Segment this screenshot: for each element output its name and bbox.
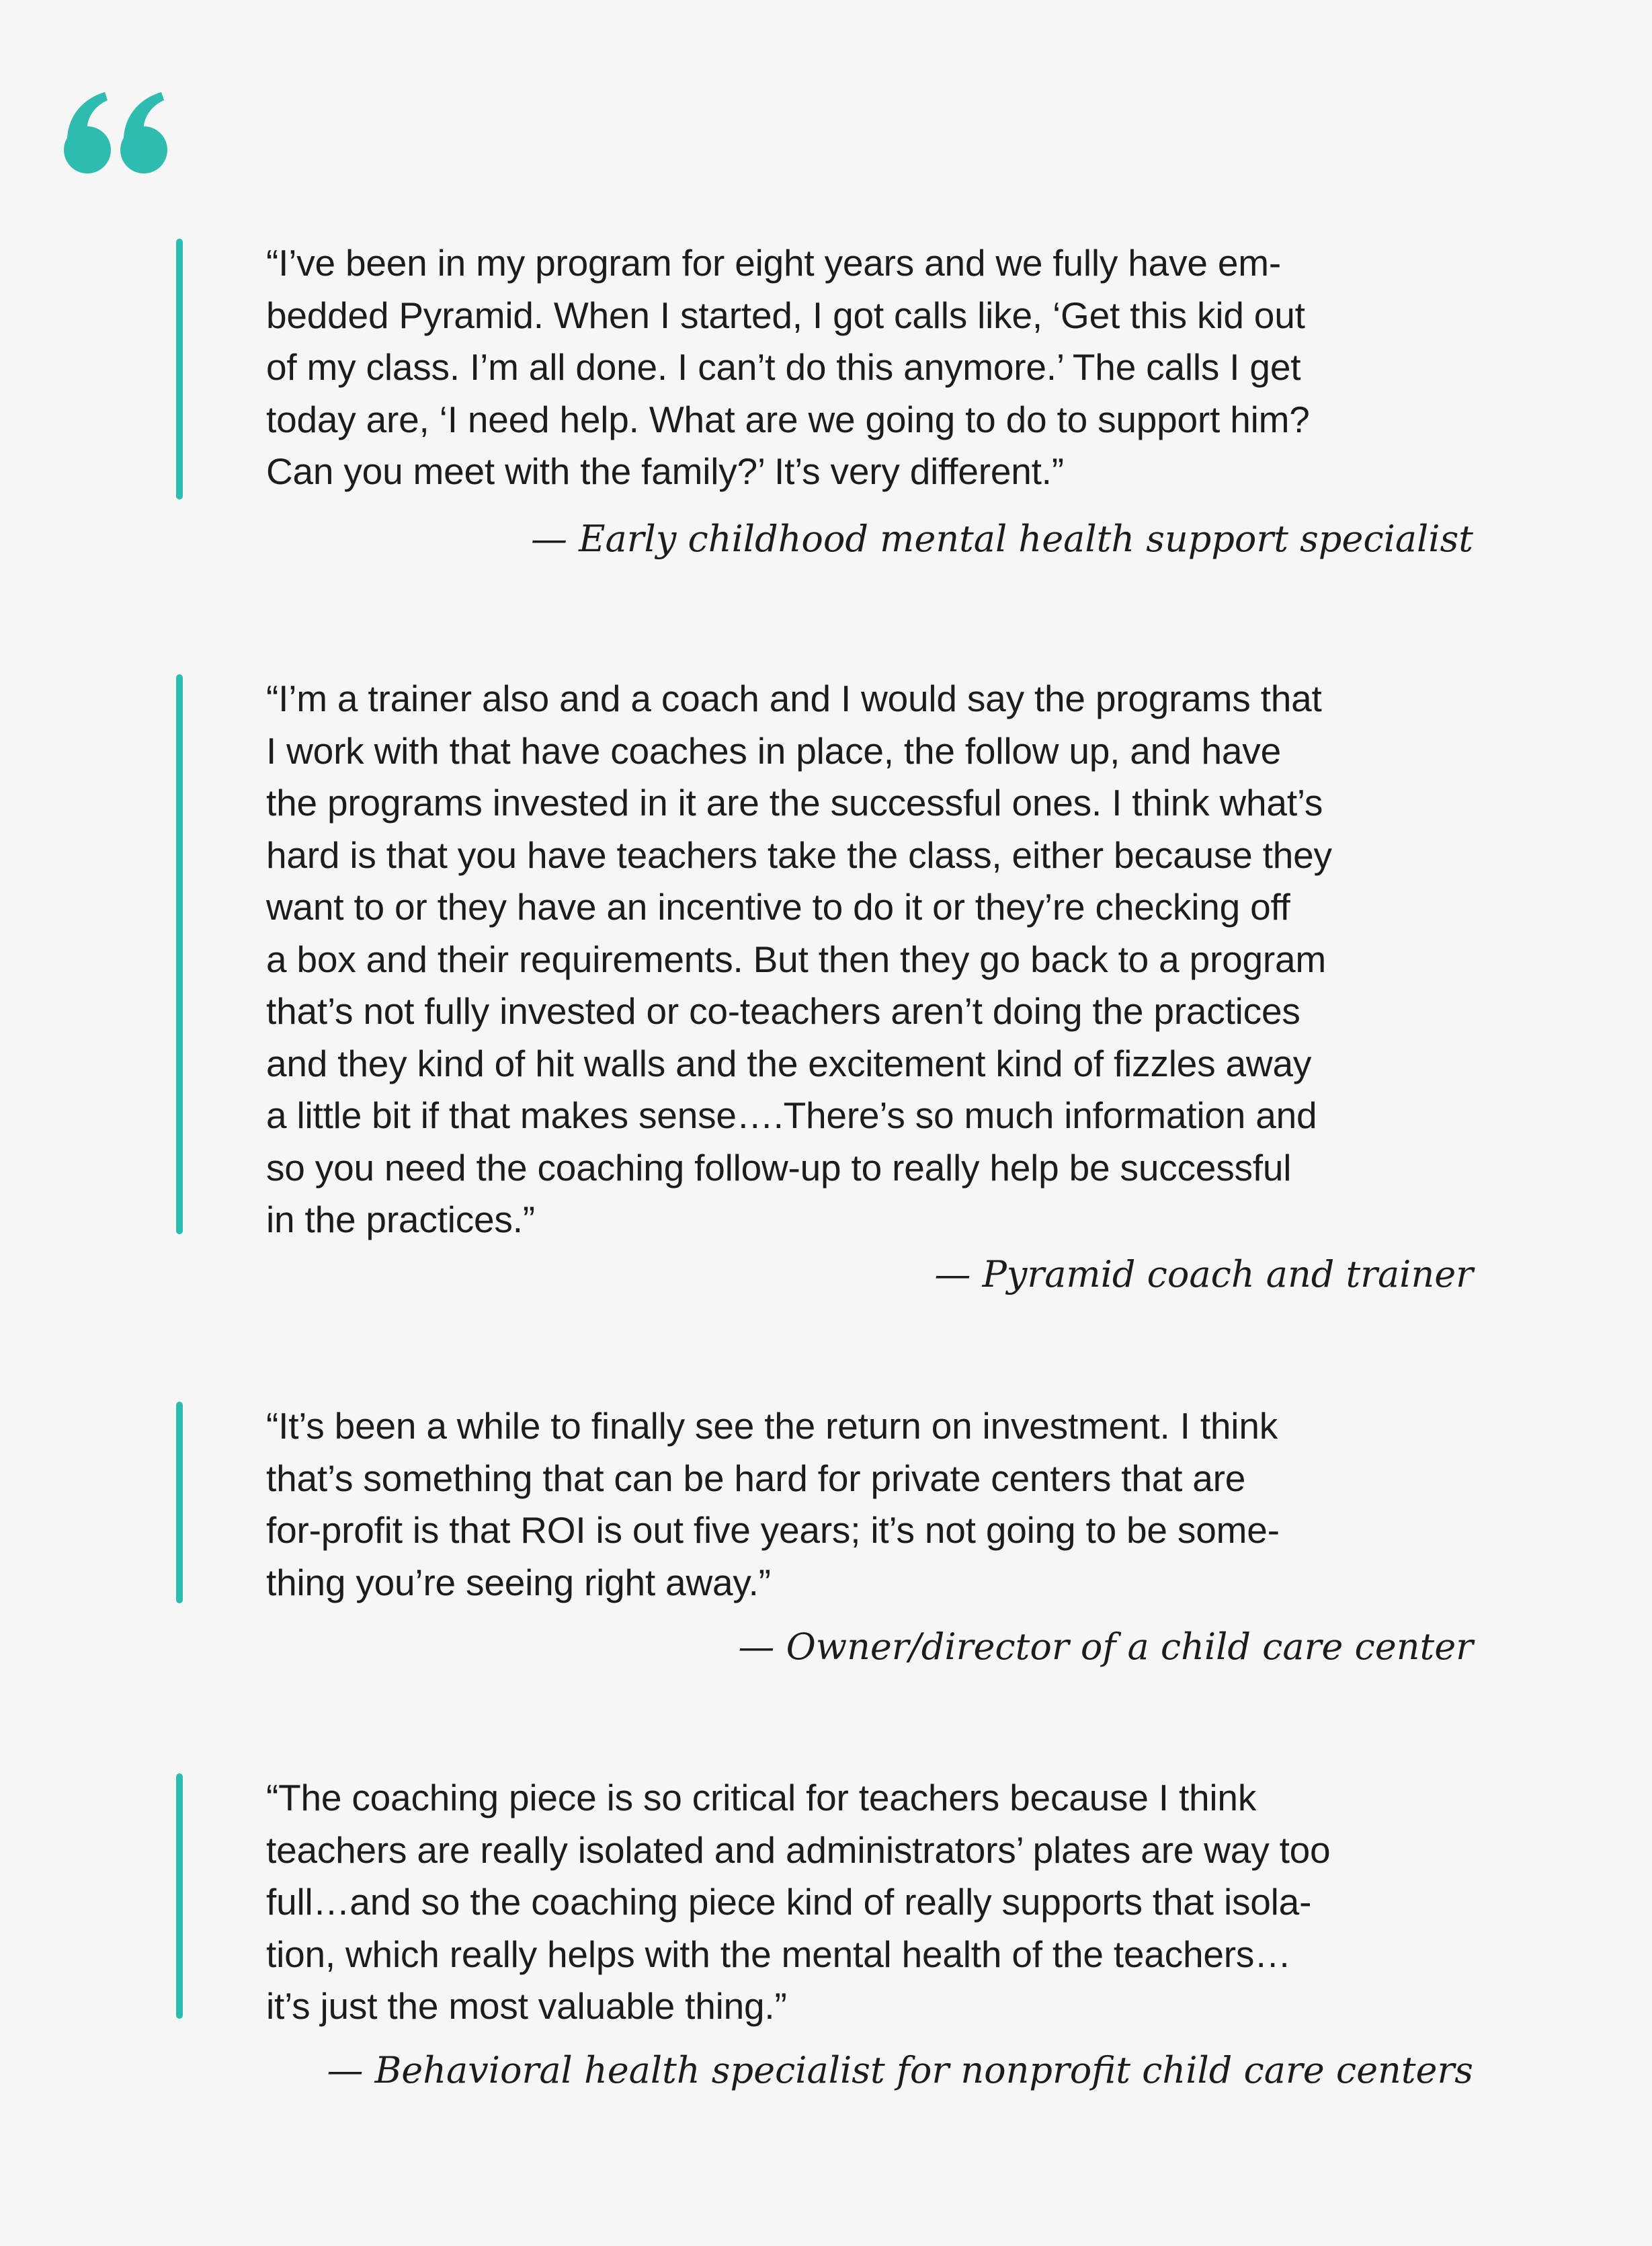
quote-accent-bar (176, 1773, 183, 2019)
quote-line: it’s just the most valuable thing.” (266, 1985, 787, 2027)
quote-line: today are, ‘I need help. What are we going to do to support him? (266, 398, 1310, 440)
quote-line: so you need the coaching follow-up to really help be successful (266, 1146, 1292, 1189)
quote-attribution: — Early childhood mental health support specialist (530, 518, 1473, 560)
quote-line: hard is that you have teachers take the class, either because they (266, 834, 1332, 876)
quote-attribution: — Pyramid coach and trainer (934, 1253, 1473, 1295)
quote-line: full…and so the coaching piece kind of really supports that isola- (266, 1881, 1312, 1923)
quote-accent-bar (176, 1402, 183, 1603)
quote-line: “I’m a trainer also and a coach and I would say the programs that (266, 678, 1322, 719)
quote-line: that’s something that can be hard for private centers that are (266, 1457, 1246, 1499)
quote-line: tion, which really helps with the mental health of the teachers… (266, 1933, 1291, 1975)
quote-line: a box and their requirements. But then they go back to a program (266, 938, 1327, 980)
quote-line: want to or they have an incentive to do it or they’re checking off (266, 886, 1290, 928)
quote-line: “It’s been a while to finally see the return on investment. I think (266, 1405, 1278, 1447)
quote-line: in the practices.” (266, 1199, 535, 1240)
quote-line: thing you’re seeing right away.” (266, 1561, 771, 1603)
quote-line: the programs invested in it are the successful ones. I think what’s (266, 782, 1323, 824)
quote-block (176, 674, 1473, 1306)
quote-line: “I’ve been in my program for eight years and we fully have em- (266, 242, 1281, 284)
quote-attribution: — Owner/director of a child care center (738, 1626, 1473, 1668)
open-quote-icon (60, 91, 171, 175)
quote-line: a little bit if that makes sense….There’s so much information and (266, 1094, 1317, 1136)
quote-text (266, 237, 1469, 498)
quote-block (176, 1402, 1473, 1671)
quote-accent-bar (176, 674, 183, 1234)
quote-line: teachers are really isolated and administrators’ plates are way too (266, 1829, 1331, 1871)
quote-line: “The coaching piece is so critical for teachers because I think (266, 1777, 1257, 1818)
quote-accent-bar (176, 239, 183, 499)
quote-line: of my class. I’m all done. I can’t do this anymore.’ The calls I get (266, 346, 1301, 388)
quote-text (266, 673, 1469, 1246)
quote-text (266, 1772, 1469, 2033)
quote-block (176, 1773, 1473, 2096)
quote-attribution: — Behavioral health specialist for nonprofit child care centers (327, 2049, 1473, 2091)
quote-line: and they kind of hit walls and the excitement kind of fizzles away (266, 1042, 1312, 1084)
quote-line: for-profit is that ROI is out five years; it’s not going to be some- (266, 1509, 1280, 1551)
quote-line: I work with that have coaches in place, the follow up, and have (266, 729, 1281, 772)
quote-line: Can you meet with the family?’ It’s very different.” (266, 450, 1064, 492)
quote-text (266, 1400, 1469, 1609)
quote-line: bedded Pyramid. When I started, I got calls like, ‘Get this kid out (266, 294, 1305, 336)
quote-line: that’s not fully invested or co-teachers aren’t doing the practices (266, 990, 1300, 1032)
quote-block (176, 239, 1473, 561)
